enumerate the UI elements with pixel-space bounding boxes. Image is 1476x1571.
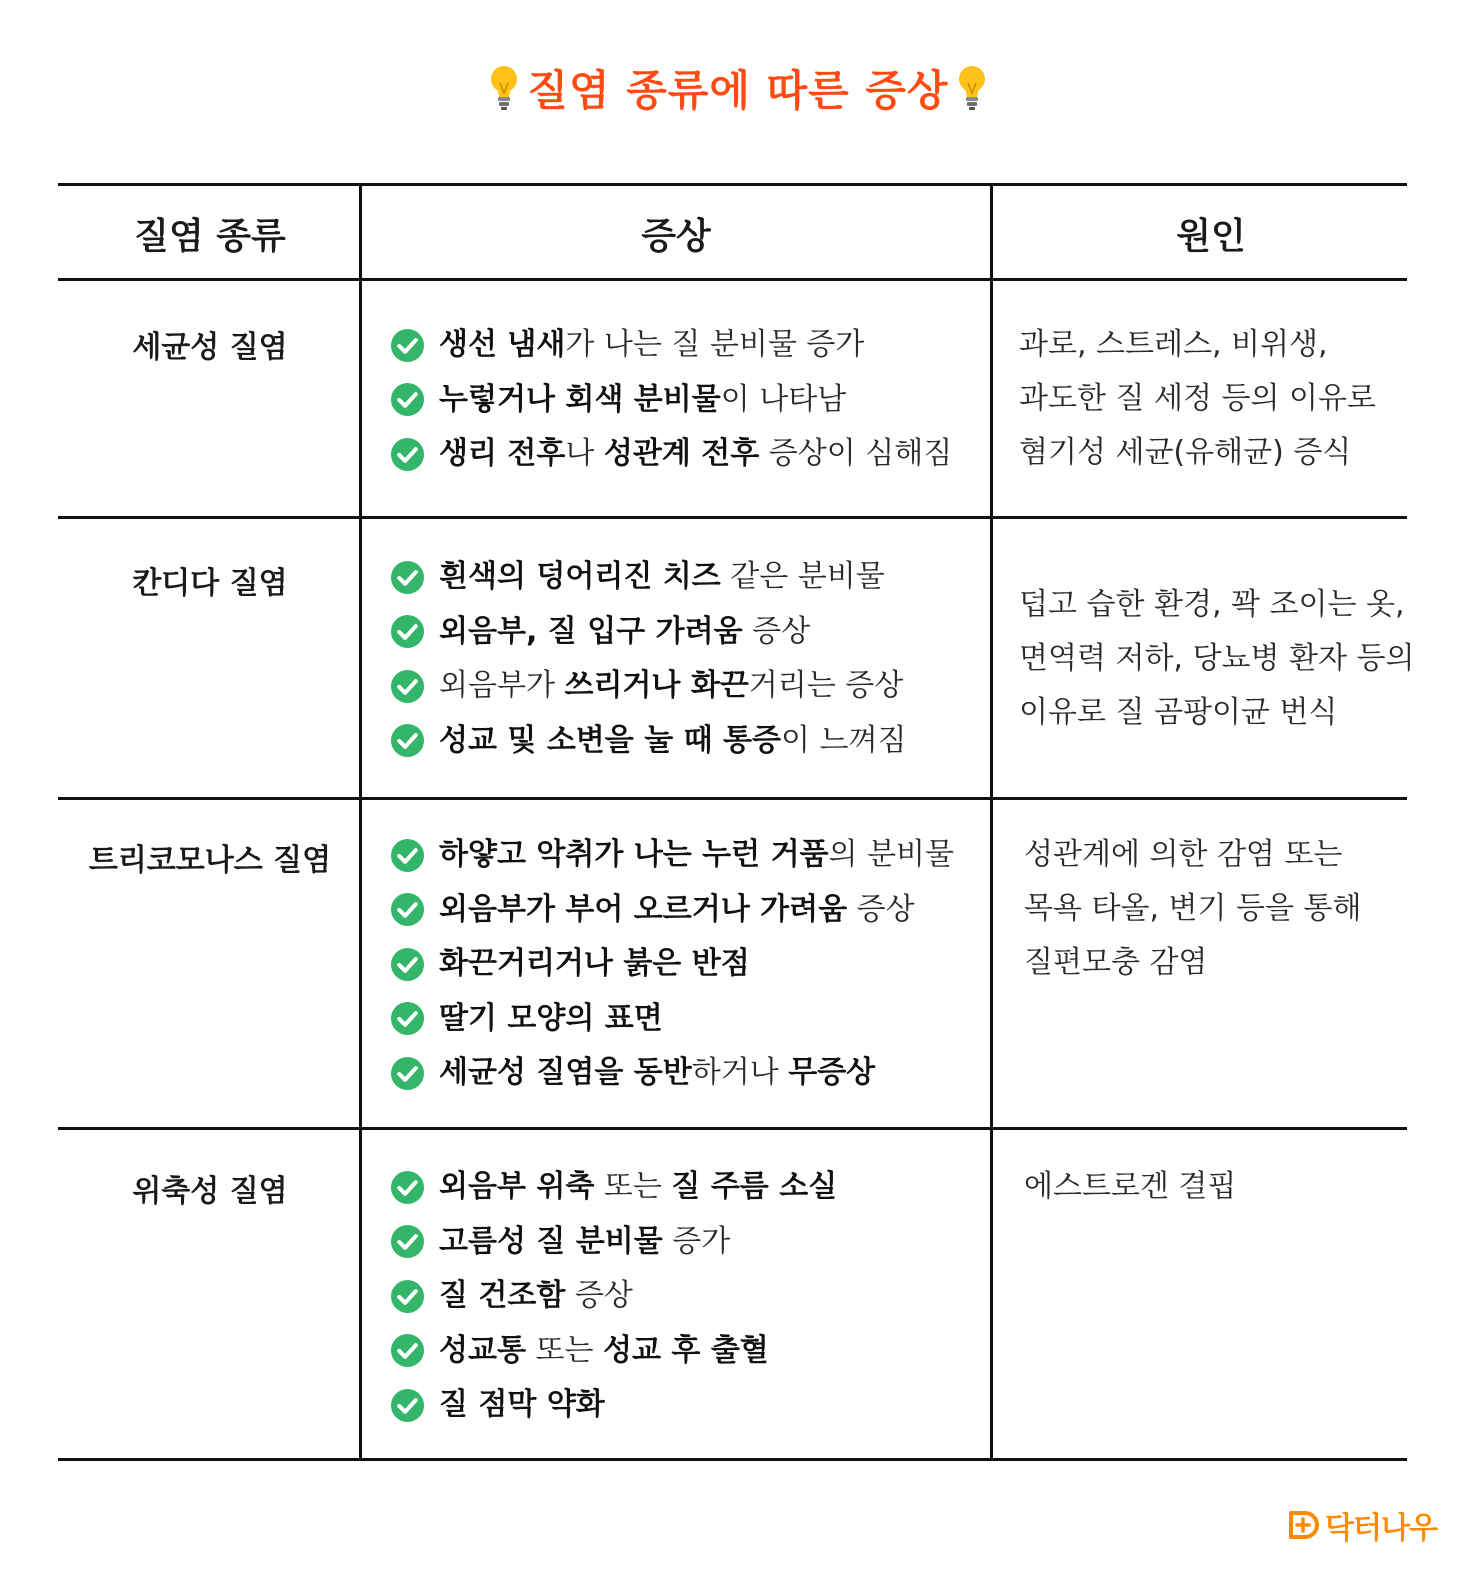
symptom-text-part: 하거나: [691, 1055, 789, 1090]
check-circle-icon: [390, 669, 425, 704]
symptom-item: [390, 1160, 837, 1215]
symptom-item: [390, 1324, 837, 1379]
symptom-keyword: 질 건조함: [439, 1278, 566, 1313]
symptom-item: [390, 1378, 837, 1433]
check-circle-icon: [390, 1170, 425, 1205]
check-circle-icon: [390, 1001, 425, 1036]
symptom-text-part: 외음부가: [439, 668, 565, 703]
symptom-text: [439, 883, 915, 938]
symptom-text: [439, 659, 903, 714]
symptom-item: [390, 427, 952, 482]
symptom-keyword: 생리 전후: [439, 436, 566, 471]
row-type-label: 트리코모나스 질염: [88, 843, 332, 878]
symptom-keyword: 성교통: [439, 1332, 526, 1368]
symptom-list: [390, 828, 954, 1101]
check-circle-icon: [390, 1279, 425, 1314]
symptom-text-part: 또는: [594, 1169, 672, 1204]
symptom-text: [439, 373, 846, 428]
header-symptoms: 증상: [641, 216, 711, 257]
cause-line: 덥고 습한 환경, 꽉 조이는 옷,: [1019, 587, 1405, 622]
symptom-text-part: 증가: [662, 1223, 731, 1259]
check-circle-icon: [390, 892, 425, 927]
symptom-text-part: 증상: [847, 891, 915, 927]
symptom-keyword: 외음부 위축: [439, 1169, 595, 1204]
cause-line: 과로, 스트레스, 비위생,: [1019, 327, 1328, 362]
check-circle-icon: [390, 560, 425, 595]
cause-line: 이유로 질 곰팡이균 번식: [1019, 695, 1338, 730]
symptom-item: [390, 992, 954, 1047]
check-circle-icon: [390, 947, 425, 982]
check-circle-icon: [390, 1333, 425, 1368]
symptom-text-part: 증상이 심해짐: [759, 436, 953, 471]
symptom-keyword: 외음부가 부어 오르거나 가려움: [439, 891, 848, 927]
symptom-keyword: 성교 및 소변을 눌 때 통증: [439, 722, 782, 758]
column-divider: [990, 183, 993, 1461]
brand-name: 닥터나우: [1325, 1511, 1437, 1546]
symptom-item: [390, 1215, 837, 1270]
cause-line: 목욕 타올, 변기 등을 통해: [1024, 891, 1362, 926]
doctornow-logo-icon: [1287, 1509, 1319, 1541]
cause-list: [1024, 1160, 1236, 1214]
cause-list: [1024, 828, 1361, 990]
symptom-text: [439, 992, 663, 1047]
symptom-item: [390, 937, 954, 992]
symptom-text: [439, 1215, 730, 1270]
cause-line: 과도한 질 세정 등의 이유로: [1019, 381, 1376, 416]
check-circle-icon: [390, 1224, 425, 1259]
header-cause: 원인: [1176, 216, 1246, 257]
symptom-text-part: 또는: [525, 1332, 603, 1368]
symptom-item: [390, 1269, 837, 1324]
cause-line: 성관계에 의한 감염 또는: [1024, 837, 1343, 872]
symptom-item: [390, 659, 907, 714]
symptom-keyword: 흰색의 덩어리진 치즈: [439, 559, 721, 594]
lightbulb-icon: [955, 63, 989, 113]
symptom-keyword: 화끈거리거나 붉은 반점: [439, 946, 750, 981]
check-circle-icon: [390, 328, 425, 363]
symptom-keyword: 세균성 질염을 동반: [439, 1055, 692, 1090]
symptom-text-part: 이 나타남: [720, 381, 847, 417]
cause-line: 면역력 저하, 당뇨병 환자 등의: [1019, 641, 1415, 676]
symptom-item: [390, 373, 952, 428]
symptom-list: [390, 1160, 837, 1433]
cause-line: 혐기성 세균(유해균) 증식: [1019, 435, 1352, 470]
symptom-item: [390, 318, 952, 373]
check-circle-icon: [390, 614, 425, 649]
symptom-item: [390, 1046, 954, 1101]
symptom-text: [439, 427, 952, 482]
cause-line: 질편모충 감염: [1024, 945, 1208, 980]
symptom-text: [439, 937, 750, 992]
check-circle-icon: [390, 382, 425, 417]
row-type-label: 위축성 질염: [132, 1174, 288, 1209]
page-title: [0, 58, 1476, 118]
check-circle-icon: [390, 1056, 425, 1091]
table-border-bottom: [58, 1458, 1407, 1461]
check-circle-icon: [390, 1388, 425, 1423]
cause-list: [1019, 578, 1414, 740]
symptom-text: [439, 318, 864, 373]
table-header-divider: [58, 278, 1407, 281]
symptom-text-part: 나: [565, 436, 604, 471]
symptom-text-part: 증상: [742, 613, 811, 649]
brand-logo: [1287, 1503, 1437, 1547]
title-text: 질염 종류에 따른 증상: [527, 66, 949, 115]
symptom-text: [439, 1269, 633, 1324]
symptom-item: [390, 605, 907, 660]
symptom-keyword: 누렇거나 회색 분비물: [439, 381, 721, 417]
symptom-keyword: 질 점막 약화: [439, 1387, 605, 1422]
cause-list: [1019, 318, 1376, 480]
symptom-text-part: 같은 분비물: [720, 559, 885, 594]
symptom-text-part: 의 분비물: [828, 837, 955, 872]
header-type: 질염 종류: [134, 216, 286, 257]
symptom-text: [439, 714, 907, 769]
lightbulb-icon: [487, 63, 521, 113]
symptom-text: [439, 1046, 875, 1101]
symptom-list: [390, 318, 952, 482]
symptom-keyword: 생선 냄새: [439, 327, 566, 362]
symptom-keyword: 성관계 전후: [603, 436, 760, 471]
symptom-keyword: 무증상: [788, 1055, 876, 1090]
symptom-keyword: 성교 후 출혈: [603, 1332, 769, 1368]
symptom-text: [439, 1160, 837, 1215]
table-border-top: [58, 183, 1407, 186]
symptom-keyword: 쓰리거나 화끈: [564, 668, 749, 703]
symptom-text-part: 가 나는 질 분비물 증가: [565, 327, 865, 362]
row-divider: [58, 1127, 1407, 1130]
symptom-item: [390, 550, 907, 605]
symptom-keyword: 질 주름 소실: [671, 1169, 838, 1204]
symptom-text-part: 이 느껴짐: [781, 722, 907, 758]
symptom-text-part: 증상: [565, 1278, 633, 1313]
symptom-item: [390, 714, 907, 769]
symptom-text: [439, 605, 810, 660]
row-type-label: 칸디다 질염: [132, 566, 288, 601]
cause-line: 에스트로겐 결핍: [1024, 1169, 1237, 1204]
row-divider: [58, 516, 1407, 519]
symptom-text: [439, 550, 885, 605]
symptom-text: [439, 828, 954, 883]
symptom-item: [390, 828, 954, 883]
symptom-text: [439, 1324, 769, 1379]
check-circle-icon: [390, 437, 425, 472]
symptom-text-part: 거리는 증상: [748, 668, 904, 703]
symptom-keyword: 고름성 질 분비물: [439, 1223, 663, 1259]
symptom-list: [390, 550, 907, 768]
symptom-item: [390, 883, 954, 938]
symptom-keyword: 하얗고 악취가 나는 누런 거품: [439, 837, 829, 872]
symptom-text: [439, 1378, 605, 1433]
row-divider: [58, 797, 1407, 800]
column-divider: [359, 183, 362, 1461]
symptom-keyword: 외음부, 질 입구 가려움: [439, 613, 743, 649]
row-type-label: 세균성 질염: [132, 330, 288, 365]
check-circle-icon: [390, 723, 425, 758]
symptom-keyword: 딸기 모양의 표면: [439, 1000, 663, 1036]
check-circle-icon: [390, 838, 425, 873]
